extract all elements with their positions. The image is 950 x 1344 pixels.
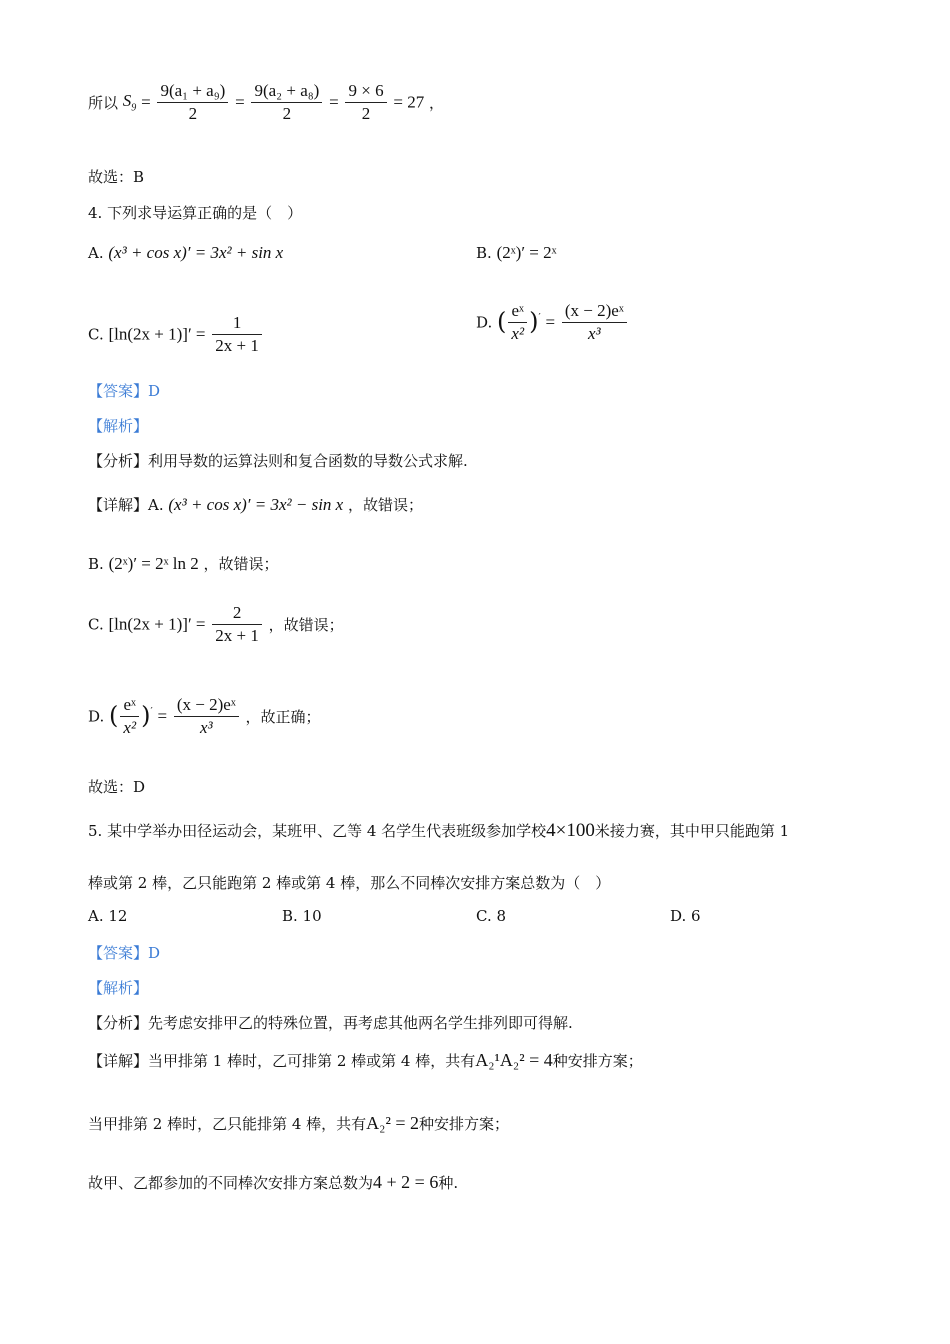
guxuan-b: 故选：B <box>88 168 145 186</box>
q4-stem: 4. 下列求导运算正确的是（ ） <box>88 204 303 222</box>
q4-option-c: C. [ln(2x + 1)]′ = $\frac{1}{2x + 1}$ <box>88 312 264 357</box>
q4-option-a: A. (x³ + cos x)′ = 3x² + sin x <box>88 243 284 262</box>
q5-stem-line2: 棒或第 2 棒，乙只能跑第 2 棒或第 4 棒，那么不同棒次安排方案总数为（ ） <box>88 874 611 892</box>
q5-option-c: C. 8 <box>476 907 507 925</box>
fraction-1: $\frac{\text{9(a₁ + a₉)}}{2}$ <box>157 80 228 125</box>
q4-detail-d: D. ( $\frac{\text{eˣ}}{\text{x²}}$ )′ = $\frac{\text{(x − 2)eˣ}}{\text{x³}}$ ，故正确； <box>88 695 321 737</box>
q4-detail-c: C. [ln(2x + 1)]′ = $\frac{2}{2x + 1}$ ，故错误； <box>88 603 344 645</box>
equals-sign: = <box>141 92 151 112</box>
prefix-text: 所以 <box>88 94 119 112</box>
q5-detail-1: 【详解】当甲排第 1 棒时，乙可排第 2 棒或第 4 棒，共有A₂¹A₂² = 4种安排方案； <box>88 1050 643 1070</box>
q5-option-d: D. 6 <box>670 907 701 925</box>
q5-detail-2: 当甲排第 2 棒时，乙只能排第 4 棒，共有A₂² = 2种安排方案； <box>88 1113 510 1133</box>
q4-option-b: B. (2ˣ)′ = 2ˣ <box>476 243 557 262</box>
q4-option-d: D. ( $\frac{\text{eˣ}}{\text{x²}}$ )′ = $\frac{\text{(x − 2)eˣ}}{\text{x³}}$ <box>476 300 629 345</box>
result: = 27 <box>393 92 425 112</box>
q5-stem-line1: 5. 某中学举办田径运动会，某班甲、乙等 4 名学生代表班级参加学校4×100米接力赛，其中甲只能跑第 1 <box>88 820 790 841</box>
q4-answer: 【答案】D <box>88 382 161 400</box>
s9-symbol: $S_9$ <box>122 91 137 114</box>
q4-detail-b: B. (2ˣ)′ = 2ˣ ln 2 ，故错误； <box>88 554 279 573</box>
fraction-2: $\frac{\text{9(a₂ + a₈)}}{2}$ <box>251 80 322 125</box>
q4-jiexi: 【解析】 <box>88 417 149 435</box>
q5-detail-3: 故甲、乙都参加的不同棒次安排方案总数为4 + 2 = 6种. <box>88 1172 459 1192</box>
q5-option-a: A. 12 <box>88 907 128 925</box>
fraction-3: $\frac{9 \times 6}{2}$ <box>345 80 386 125</box>
q5-answer: 【答案】D <box>88 944 161 962</box>
q4-fenxi: 【分析】利用导数的运算法则和复合函数的导数公式求解. <box>88 452 468 470</box>
q4-detail-a: 【详解】A. (x³ + cos x)′ = 3x² − sin x ，故错误； <box>88 495 424 514</box>
q5-jiexi: 【解析】 <box>88 979 149 997</box>
q5-fenxi: 【分析】先考虑安排甲乙的特殊位置，再考虑其他两名学生排列即可得解. <box>88 1014 573 1032</box>
q4-guxuan: 故选：D <box>88 778 146 796</box>
q5-option-b: B. 10 <box>282 907 322 925</box>
s9-equation-line: 所以 $S_9$ = $\frac{\text{9(a₁ + a₉)}}{2}$ = $\frac{\text{9(a₂ + a₈)}}{2}$ = $\frac{9 \times 6}{2}$ = 27 ， <box>88 81 444 123</box>
